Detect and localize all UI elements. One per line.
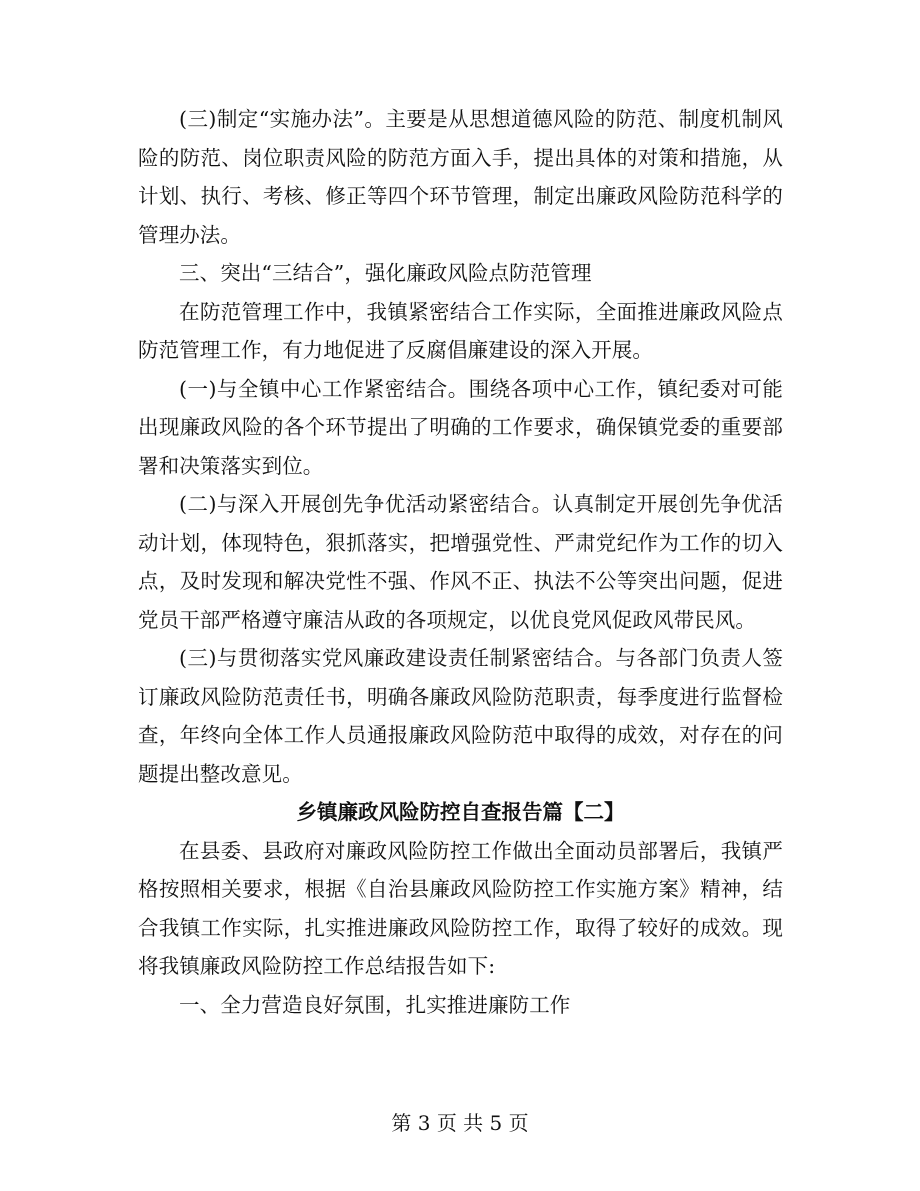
- document-body: [138, 100, 783, 1024]
- paragraph-combination-one: (一)与全镇中心工作紧密结合。围绕各项中心工作，镇纪委对可能出现廉政风险的各个环节提出了明确的工作要求，确保镇党委的重要部署和决策落实到位。: [138, 376, 783, 478]
- heading-atmosphere: 一、全力营造良好氛围，扎实推进廉防工作: [179, 992, 571, 1017]
- section-title: 乡镇廉政风险防控自查报告篇【二】: [296, 800, 625, 824]
- paragraph-prevention-management: 在防范管理工作中，我镇紧密结合工作实际，全面推进廉政风险点防范管理工作，有力地促进了反腐倡廉建设的深入开展。: [138, 299, 783, 362]
- page-number: 第 3 页 共 5 页: [391, 1111, 529, 1135]
- heading-three-combinations: 三、突出“三结合”，强化廉政风险点防范管理: [179, 261, 592, 285]
- paragraph-combination-three: (三)与贯彻落实党风廉政建设责任制紧密结合。与各部门负责人签订廉政风险防范责任书，明确各廉政风险防范职责，每季度进行监督检查，年终向全体工作人员通报廉政风险防范中取得的成效，对存在的问题提出整改意见。: [138, 646, 783, 786]
- paragraph-combination-two: (二)与深入开展创先争优活动紧密结合。认真制定开展创先争优活动计划，体现特色，狠抓落实，把增强党性、严肃党纪作为工作的切入点，及时发现和解决党性不强、作风不正、执法不公等突出问题，促进党员干部严格遵守廉洁从政的各项规定，以优良党风促政风带民风。: [138, 492, 783, 632]
- paragraph-implementation-measures: (三)制定“实施办法”。主要是从思想道德风险的防范、制度机制风险的防范、岗位职责风险的防范方面入手，提出具体的对策和措施，从计划、执行、考核、修正等四个环节管理，制定出廉政风险防范科学的管理办法。: [138, 107, 783, 247]
- paragraph-report-intro: 在县委、县政府对廉政风险防控工作做出全面动员部署后，我镇严格按照相关要求，根据《自治县廉政风险防控工作实施方案》精神，结合我镇工作实际，扎实推进廉政风险防控工作，取得了较好的成效。现将我镇廉政风险防控工作总结报告如下:: [138, 838, 783, 978]
